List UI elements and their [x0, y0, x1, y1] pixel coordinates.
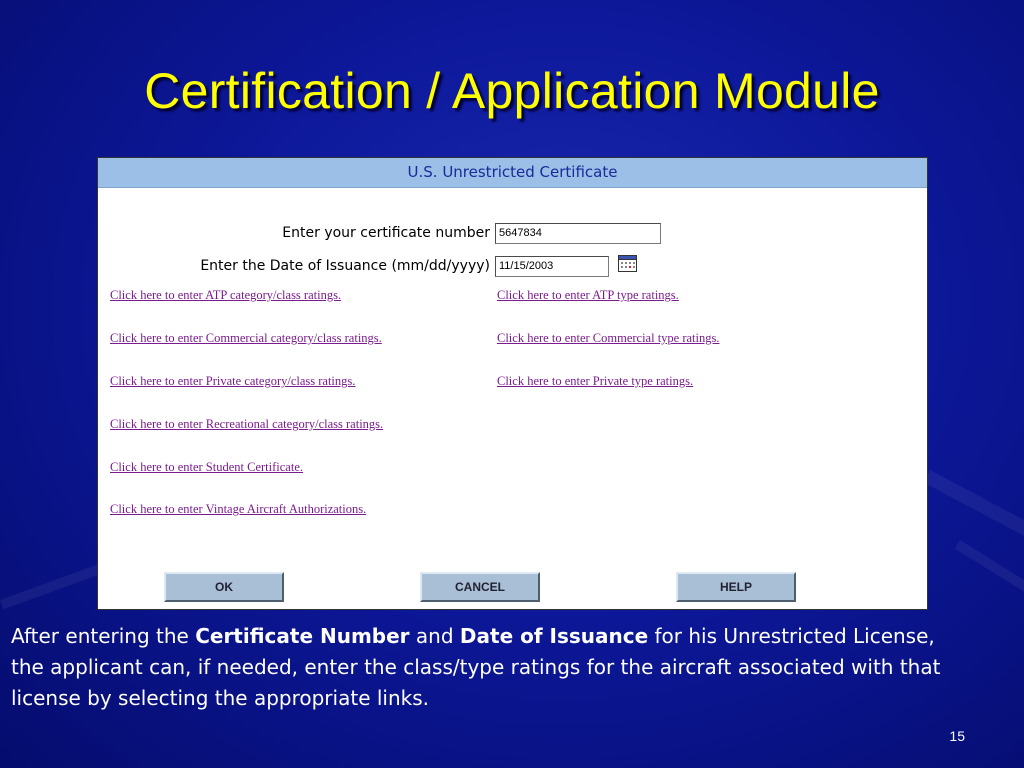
private-type-link[interactable]: Click here to enter Private type ratings. [497, 374, 694, 388]
ok-button[interactable]: OK [164, 572, 284, 602]
atp-type-link[interactable]: Click here to enter ATP type ratings. [497, 288, 679, 302]
date-of-issuance-input[interactable]: 11/15/2003 [495, 256, 609, 277]
window-title: U.S. Unrestricted Certificate [98, 158, 927, 188]
page-number: 15 [949, 728, 965, 744]
slide-caption [11, 621, 941, 714]
atp-category-class-link[interactable]: Click here to enter ATP category/class ratings. [110, 288, 342, 302]
student-certificate-link[interactable]: Click here to enter Student Certificate. [110, 460, 303, 474]
recreational-category-class-link[interactable]: Click here to enter Recreational category/class ratings. [110, 417, 384, 431]
caption-text: After entering the [11, 624, 196, 648]
certificate-number-input[interactable]: 5647834 [495, 223, 661, 244]
slide-title: Certification / Application Module [144, 63, 880, 119]
cancel-button[interactable]: CANCEL [420, 572, 540, 602]
calendar-icon[interactable] [618, 255, 637, 272]
help-button[interactable]: HELP [676, 572, 796, 602]
caption-bold-certificate-number: Certificate Number [195, 624, 410, 648]
caption-text: for his Unrestricted License, the applicant can, if needed, enter the class/type ratings for the aircraft associated with that license by selecting the appropriate links. [11, 624, 941, 710]
certificate-window [97, 157, 928, 610]
vintage-aircraft-link[interactable]: Click here to enter Vintage Aircraft Authorizations. [110, 502, 367, 516]
commercial-category-class-link[interactable]: Click here to enter Commercial category/class ratings. [110, 331, 382, 345]
background-streak [955, 540, 1024, 623]
private-category-class-link[interactable]: Click here to enter Private category/class ratings. [110, 374, 356, 388]
commercial-type-link[interactable]: Click here to enter Commercial type ratings. [497, 331, 720, 345]
caption-text: and [409, 624, 460, 648]
certificate-number-label: Enter your certificate number [282, 225, 490, 241]
background-streak [923, 470, 1024, 557]
date-of-issuance-label: Enter the Date of Issuance (mm/dd/yyyy) [200, 258, 490, 274]
caption-bold-date-of-issuance: Date of Issuance [459, 624, 649, 648]
